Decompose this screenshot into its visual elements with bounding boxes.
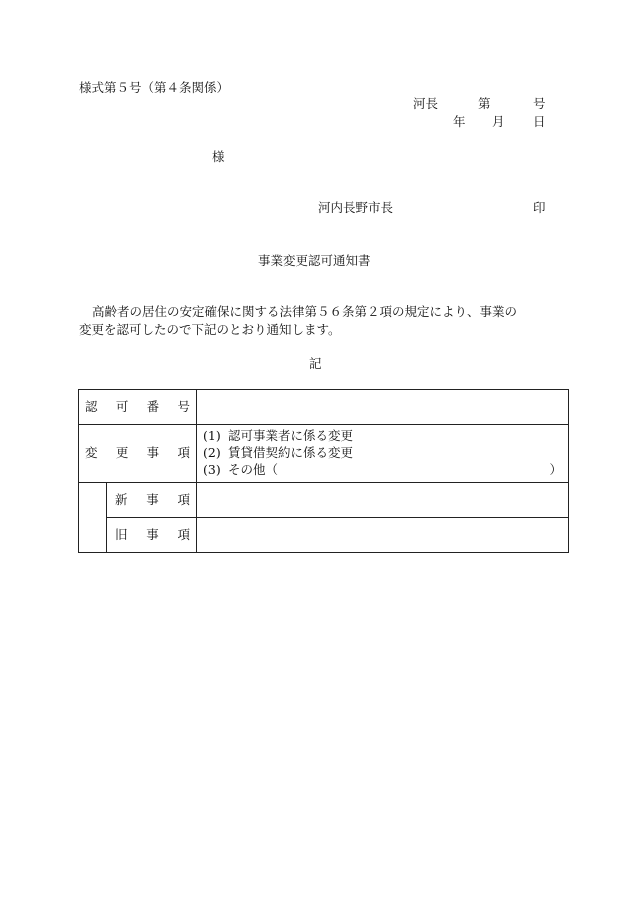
form-number: 様式第５号（第４条関係） (79, 80, 230, 95)
option-item[interactable] (203, 462, 562, 479)
addressee-suffix: 様 (212, 149, 225, 164)
label-char: 旧 (115, 526, 128, 542)
change-item-label (79, 425, 197, 483)
option-text: 賃貸借契約に係る変更 (228, 445, 354, 461)
table-row-change (79, 425, 569, 483)
label-char: 変 (85, 445, 98, 461)
date-day: 日 (533, 114, 546, 129)
label-char: 更 (115, 445, 129, 461)
approval-number-value[interactable] (197, 390, 569, 425)
doc-number-dai: 第 (478, 96, 491, 111)
option-number: (1) (203, 428, 221, 444)
label-char: 号 (177, 398, 190, 414)
ki-label: 記 (309, 356, 322, 371)
date-month: 月 (492, 114, 505, 129)
document-title: 事業変更認可通知書 (258, 253, 371, 268)
issuer-seal: 印 (533, 200, 546, 215)
label-char: 事 (146, 445, 160, 461)
option-item[interactable] (203, 428, 562, 445)
label-char: 番 (146, 398, 160, 414)
label-char: 事 (146, 491, 159, 507)
body-text-line2: 変更を認可したので下記のとおり通知します。 (79, 322, 341, 337)
label-char: 項 (177, 445, 190, 461)
option-number: (3) (203, 462, 221, 478)
option-item[interactable] (203, 445, 562, 462)
option-text: その他（ (228, 462, 279, 478)
doc-number-prefix: 河長 (413, 96, 439, 111)
label-char: 項 (177, 526, 190, 542)
label-char: 可 (115, 398, 129, 414)
indent-cell (79, 483, 107, 553)
table-row-new (79, 483, 569, 518)
old-item-value[interactable] (197, 518, 569, 553)
change-options (197, 425, 569, 483)
label-char: 認 (85, 398, 98, 414)
table-row-old (79, 518, 569, 553)
doc-number-go: 号 (533, 96, 546, 111)
body-text-line1: 高齢者の居住の安定確保に関する法律第５６条第２項の規定により、事業の (92, 304, 518, 319)
approval-number-label (79, 390, 197, 425)
option-close-paren: ） (549, 462, 562, 478)
option-text: 認可事業者に係る変更 (228, 428, 354, 444)
old-item-label (107, 518, 197, 553)
date-year: 年 (453, 114, 466, 129)
label-char: 事 (146, 526, 159, 542)
issuer-name: 河内長野市長 (318, 200, 394, 215)
table-row-approval (79, 390, 569, 425)
label-char: 新 (115, 491, 128, 507)
new-item-value[interactable] (197, 483, 569, 518)
document-table (78, 389, 569, 553)
label-char: 項 (177, 491, 190, 507)
new-item-label (107, 483, 197, 518)
option-number: (2) (203, 445, 221, 461)
